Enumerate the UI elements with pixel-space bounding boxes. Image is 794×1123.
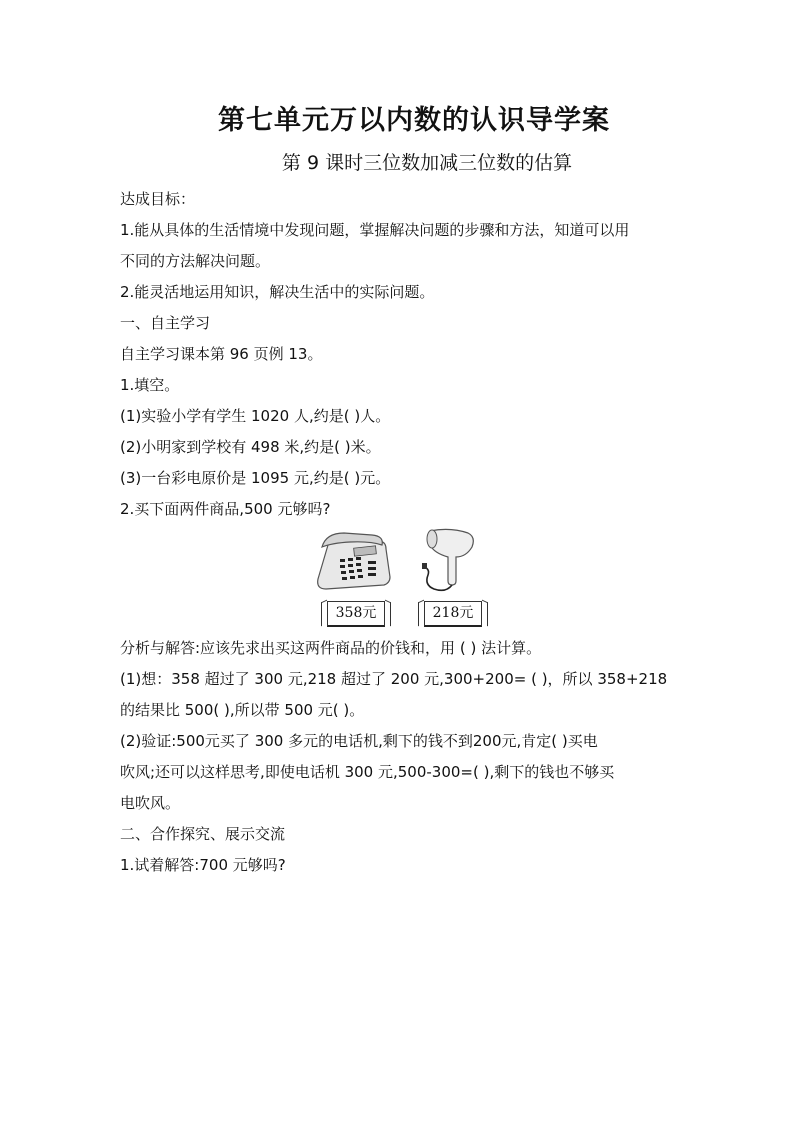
question-label: 2.买下面两件商品,500 元够吗? <box>120 500 331 518</box>
question-label: 1.填空。 <box>120 376 180 394</box>
hair-dryer-icon <box>416 527 480 599</box>
goal-line: 不同的方法解决问题。 <box>120 252 271 270</box>
think-line: 的结果比 500( ),所以带 500 元( )。 <box>120 701 365 719</box>
think-line: (1)想：358 超过了 300 元,218 超过了 200 元,300+200= ( )，所以 358+218 <box>120 670 668 688</box>
verify-line: 电吹风。 <box>120 794 181 812</box>
section-intro: 自主学习课本第 96 页例 13。 <box>120 345 323 363</box>
fill-item: (2)小明家到学校有 498 米,约是( )米。 <box>120 438 381 456</box>
verify-line: (2)验证:500元买了 300 多元的电话机,剩下的钱不到200元,肯定( )买电 <box>120 732 598 750</box>
worksheet-body <box>120 184 680 881</box>
section-heading: 二、合作探究、展示交流 <box>120 825 286 843</box>
product-images <box>120 525 680 633</box>
analysis-text: 分析与解答:应该先求出买这两件商品的价钱和，用 ( ) 法计算。 <box>120 639 542 657</box>
goal-line: 2.能灵活地运用知识，解决生活中的实际问题。 <box>120 283 435 301</box>
fill-item: (3)一台彩电原价是 1095 元,约是( )元。 <box>120 469 391 487</box>
fill-item: (1)实验小学有学生 1020 人,约是( )人。 <box>120 407 391 425</box>
telephone-icon <box>310 527 394 597</box>
price-tag-telephone: 358元 <box>327 601 385 627</box>
section-heading: 一、自主学习 <box>120 314 211 332</box>
goals-heading: 达成目标： <box>120 190 196 208</box>
verify-line: 吹风;还可以这样思考,即使电话机 300 元,500-300=( ),剩下的钱也不够买 <box>120 763 615 781</box>
page-title: 第七单元万以内数的认识导学案 <box>218 105 610 136</box>
question-label: 1.试着解答:700 元够吗? <box>120 856 286 874</box>
price-tag-hair-dryer: 218元 <box>424 601 482 627</box>
goal-line: 1.能从具体的生活情境中发现问题，掌握解决问题的步骤和方法，知道可以用 <box>120 221 630 239</box>
lesson-subtitle: 第 9 课时三位数加减三位数的估算 <box>281 152 573 174</box>
